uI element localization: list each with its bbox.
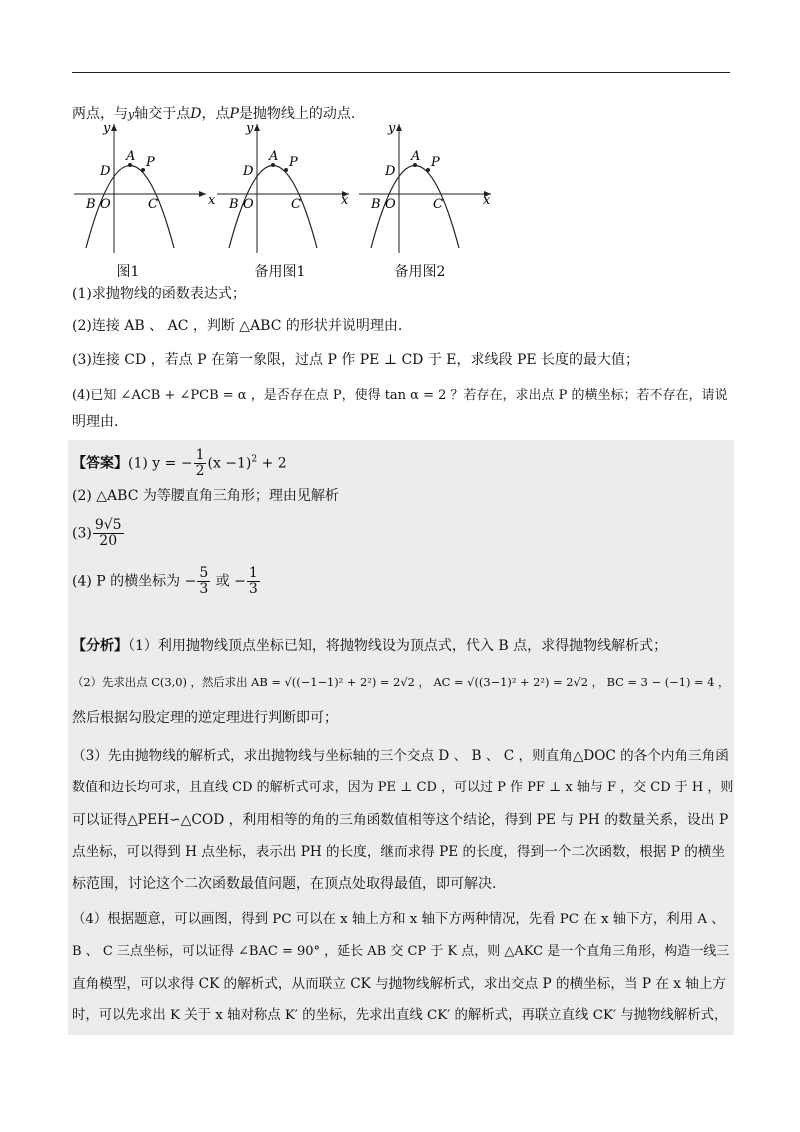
fig2-label-y: y [246,121,254,136]
answer-3-prefix: (3) [72,525,92,542]
fig3-label-y: y [388,121,396,136]
answer-3 [72,518,125,549]
analysis-3-line-4: 点坐标，可以得到 H 点坐标，表示出 PH 的长度，继而求得 PE 的长度，得到一个二次函数，根据 P 的横坐 [72,844,725,860]
answer-1-frac-num: 1 [195,447,205,463]
fig3-label-C: C [433,197,443,212]
intro-D: D [190,106,202,122]
analysis-4-line-3: 直角模型，可以求得 CK 的解析式，从而联立 CK 与抛物线解析式，求出交点 P 的横坐标，当 P 在 x 轴上方 [72,976,727,992]
answer-1-frac-den: 2 [195,463,205,479]
answer-1-exponent: 2 [251,454,258,465]
analysis-3-line-1: （3）先由抛物线的解析式，求出抛物线与坐标轴的三个交点 D 、 B 、 C ，则直角△DOC 的各个内角三角函 [72,748,729,764]
fig2-label-x: x [341,193,349,208]
answer-3-fraction [93,518,124,549]
intro-text-2: 轴交于点 [134,106,191,122]
question-4-line-1: (4)已知 ∠ACB + ∠PCB = α ，是否存在点 P，使得 tan α = 2 ？若存在，求出点 P 的横坐标；若不存在，请说 [72,388,728,403]
question-2: (2)连接 AB 、 AC ，判断 △ABC 的形状并说明理由. [72,318,403,334]
fig3-label-x: x [483,193,491,208]
answer-4 [72,566,261,597]
intro-P: P [229,106,239,122]
fig3-label-P: P [431,155,440,170]
answer-4-prefix: (4) P 的横坐标为 − [72,573,197,590]
analysis-4-line-1: （4）根据题意，可以画图，得到 PC 可以在 x 轴上方和 x 轴下方两种情况，先看 PC 在 x 轴下方，利用 A 、 [72,912,725,927]
answer-3-frac-den: 20 [99,533,118,549]
answer-4-or: 或 − [211,573,246,590]
fig2-label-O: O [243,197,254,212]
fig1-label-B: B [86,197,96,212]
fig2-label-A: A [269,149,279,164]
fig2-label-C: C [291,197,301,212]
answer-4-frac1-den: 3 [199,581,209,597]
question-4-line-2: 明理由. [72,414,119,430]
intro-text-1: 两点，与 [72,106,128,122]
answer-4-frac1-num: 5 [199,565,209,581]
analysis-4-line-2: B 、 C 三点坐标，可以证得 ∠BAC = 90° ，延长 AB 交 CP 于 K 点，则 △AKC 是一个直角三角形，构造一线三 [72,944,730,959]
figures-row [70,118,500,293]
analysis-1 [72,636,667,656]
fig3-label-O: O [385,197,396,212]
answer-4-frac2-den: 3 [248,581,258,597]
answer-2: (2) △ABC 为等腰直角三角形；理由见解析 [72,488,339,504]
fig3-label-A: A [411,149,421,164]
fig1-label-O: O [100,197,111,212]
fig1-label-P: P [146,155,155,170]
header-rule [72,72,730,73]
analysis-1-text: （1）利用抛物线顶点坐标已知，将抛物线设为顶点式，代入 B 点，求得抛物线解析式； [128,638,668,654]
analysis-3-line-3: 可以证得△PEH∽△COD ，利用相等的角的三角函数值相等这个结论，得到 PE 与 PH 的数量关系，设出 P [72,812,729,828]
answer-1 [72,448,287,479]
intro-text-4: 是抛物线上的动点. [238,106,356,122]
fig1-label-D: D [100,164,111,179]
fig1-label-x: x [208,193,216,208]
answer-4-fraction-2 [247,566,260,597]
answer-1-fraction [194,448,207,479]
figure-3 [355,118,495,258]
figure-1-caption: 图1 [116,264,140,280]
fig2-label-D: D [243,164,254,179]
fig3-label-D: D [385,164,396,179]
answer-1-prefix: (1) y = − [128,455,193,472]
fig2-label-B: B [229,197,239,212]
fig3-label-B: B [371,197,381,212]
figure-2 [213,118,353,258]
analysis-3-line-2: 数值和边长均可求，且直线 CD 的解析式可求，因为 PE ⊥ CD ，可以过 P 作 PF ⊥ x 轴与 F ，交 CD 于 H ，则 [72,780,734,795]
figure-2-caption: 备用图1 [254,264,306,280]
answer-4-frac2-num: 1 [248,565,258,581]
answer-3-frac-num: 9√5 [94,517,122,533]
analysis-label: 【分析】 [72,638,128,654]
analysis-2-line-1: （2）先求出点 C(3,0) ，然后求出 AB = √((−1−1)² + 2²) = 2√2 ， AC = √((3−1)² + 2²) = 2√2 ， BC = 3 − (−1) = 4 ， [72,675,730,689]
figure-1 [70,118,216,258]
answer-4-fraction-1 [197,566,210,597]
fig1-label-A: A [126,149,136,164]
question-1: (1)求抛物线的函数表达式； [72,286,246,302]
answer-1-tail: + 2 [257,455,287,472]
figure-3-caption: 备用图2 [394,264,446,280]
analysis-2-line-2: 然后根据勾股定理的逆定理进行判断即可； [72,710,338,726]
intro-y: y [128,108,135,121]
answer-1-suffix: (x −1) [207,455,252,472]
fig1-label-C: C [148,197,158,212]
answer-label: 【答案】 [72,455,128,472]
fig2-label-P: P [289,155,298,170]
analysis-4-line-4: 时，可以先求出 K 关于 x 轴对称点 K′ 的坐标，先求出直线 CK′ 的解析式，再联立直线 CK′ 与抛物线解析式， [72,1008,728,1023]
fig1-label-y: y [103,121,111,136]
analysis-3-line-5: 标范围，讨论这个二次函数最值问题，在顶点处取得最值，即可解决. [72,876,497,892]
intro-text-3: ，点 [201,106,230,122]
question-3: (3)连接 CD ，若点 P 在第一象限，过点 P 作 PE ⊥ CD 于 E，求线段 PE 长度的最大值； [72,352,640,368]
